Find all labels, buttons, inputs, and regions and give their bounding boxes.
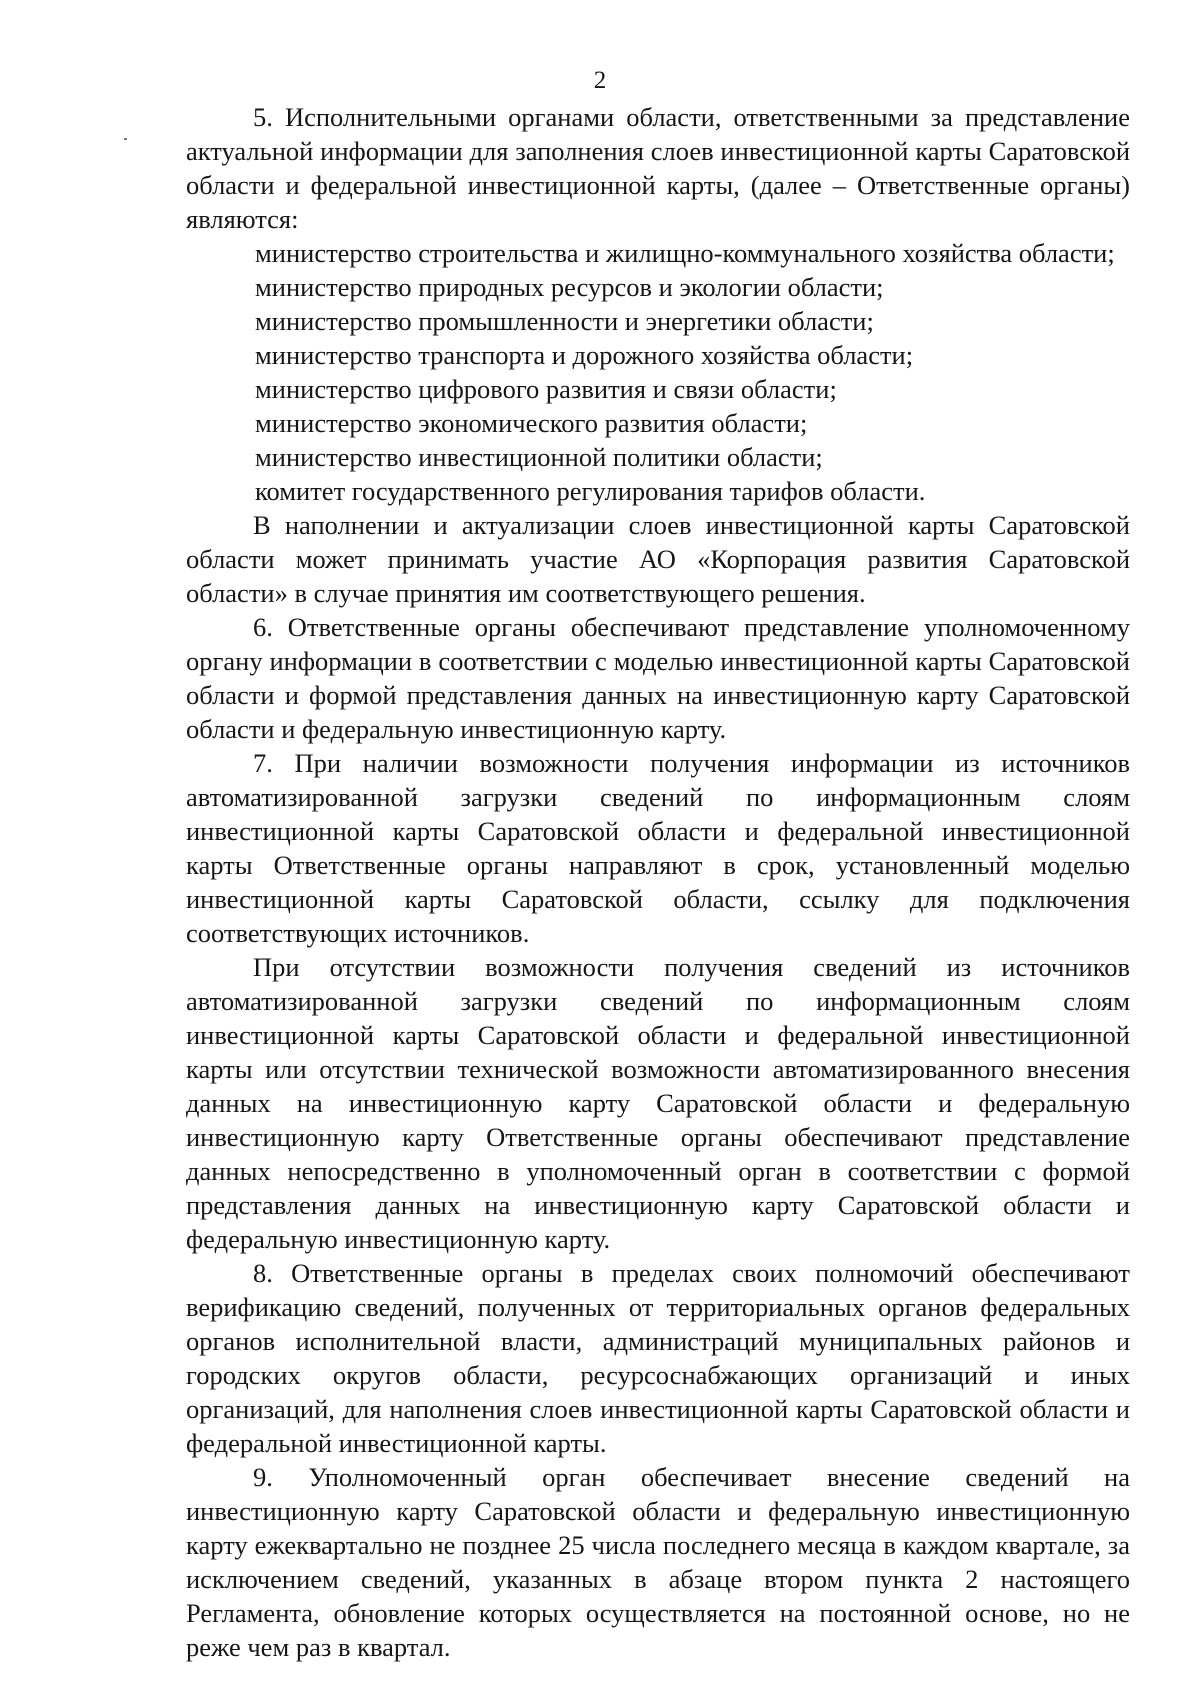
- document-body: [186, 100, 1130, 1664]
- scan-speck: [124, 138, 127, 140]
- list-item: министерство инвестиционной политики области;: [255, 442, 823, 472]
- list-item: министерство экономического развития области;: [255, 408, 808, 438]
- paragraph-7-note: При отсутствии возможности получения сведений из источников автоматизированной загрузки сведений по информационным слоям инвестиционной карты Саратовской области и федеральной инвестиционной карты или отсутствии технической возможности автоматизированного внесения данных на инвестиционную карту Саратовской области и федеральную инвестиционную карту Ответственные органы обеспечивают представление данных непосредственно в уполномоченный орган в соответствии с формой представления данных на инвестиционную карту Саратовской области и федеральную инвестиционную карту.: [186, 952, 1130, 1254]
- list-item: министерство транспорта и дорожного хозяйства области;: [255, 340, 914, 370]
- list-item: министерство промышленности и энергетики области;: [255, 306, 874, 336]
- list-item: министерство природных ресурсов и экологии области;: [255, 272, 884, 302]
- list-item: министерство цифрового развития и связи области;: [255, 374, 837, 404]
- paragraph-7: 7. При наличии возможности получения информации из источников автоматизированной загрузки сведений по информационным слоям инвестиционной карты Саратовской области и федеральной инвестиционной карты Ответственные органы направляют в срок, установленный моделью инвестиционной карты Саратовской области, ссылку для подключения соответствующих источников.: [186, 748, 1130, 948]
- list-item: министерство строительства и жилищно-коммунального хозяйства области;: [255, 238, 1115, 268]
- paragraph-8: 8. Ответственные органы в пределах своих полномочий обеспечивают верификацию сведений, полученных от территориальных органов федеральных органов исполнительной власти, администраций муниципальных районов и городских округов области, ресурсоснабжающих организаций и иных организаций, для наполнения слоев инвестиционной карты Саратовской области и федеральной инвестиционной карты.: [186, 1258, 1130, 1458]
- paragraph-6: 6. Ответственные органы обеспечивают представление уполномоченному органу информации в соответствии с моделью инвестиционной карты Саратовской области и формой представления данных на инвестиционную карту Саратовской области и федеральную инвестиционную карту.: [186, 612, 1130, 744]
- paragraph-9: 9. Уполномоченный орган обеспечивает внесение сведений на инвестиционную карту Саратовской области и федеральную инвестиционную карту ежеквартально не позднее 25 числа последнего месяца в каждом квартале, за исключением сведений, указанных в абзаце втором пункта 2 настоящего Регламента, обновление которых осуществляется на постоянной основе, но не реже чем раз в квартал.: [186, 1462, 1130, 1662]
- paragraph-5-note: В наполнении и актуализации слоев инвестиционной карты Саратовской области может принимать участие АО «Корпорация развития Саратовской области» в случае принятия им соответствующего решения.: [186, 510, 1130, 608]
- page-number: 2: [593, 67, 607, 94]
- list-item: комитет государственного регулирования тарифов области.: [255, 476, 926, 506]
- responsible-bodies-list: [186, 236, 1130, 508]
- paragraph-5-intro: 5. Исполнительными органами области, ответственными за представление актуальной информации для заполнения слоев инвестиционной карты Саратовской области и федеральной инвестиционной карты, (далее – Ответственные органы) являются:: [186, 102, 1130, 234]
